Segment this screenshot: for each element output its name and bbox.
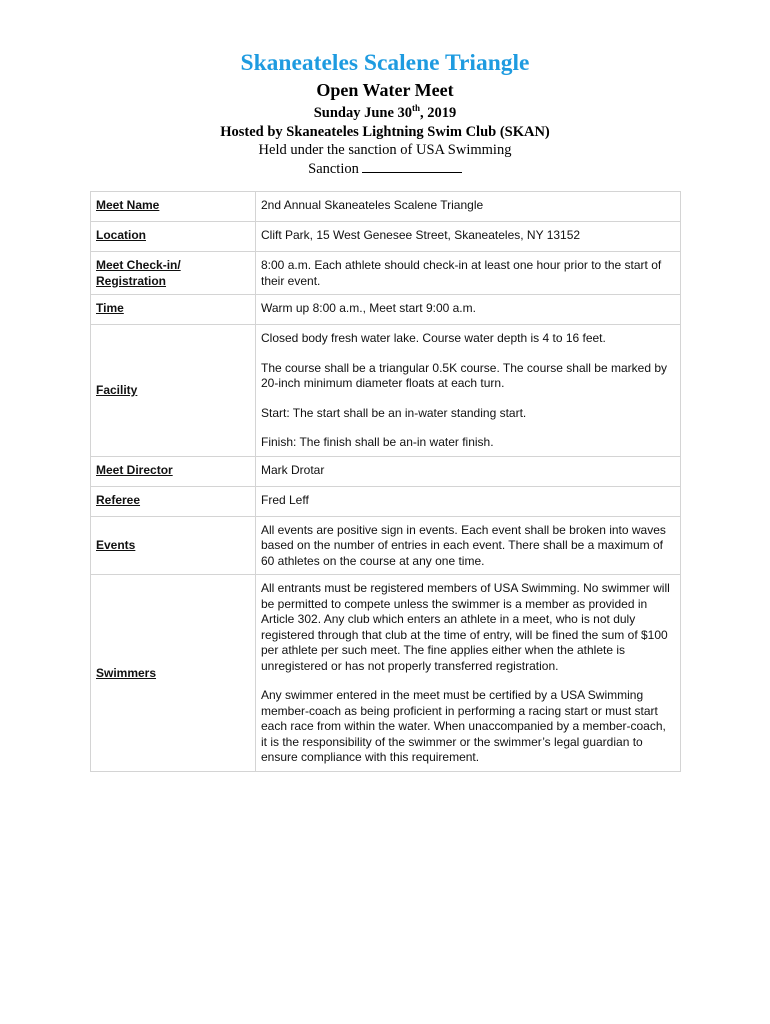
table-row-facility — [91, 325, 681, 457]
table-row-meet-name — [91, 192, 681, 222]
facility-paragraph: The course shall be a triangular 0.5K course. The course shall be marked by 20-inch minimum diameter floats at each turn. — [261, 360, 667, 390]
swimmers-paragraph: Any swimmer entered in the meet must be certified by a USA Swimming member-coach as being proficient in performing a racing start or must start each race from within the water. When unaccompanied by a member-coach, it is the responsibility of the swimmer or the swimmer’s legal guardian to ensure compliance with this requirement. — [261, 688, 666, 764]
events-value: All events are positive sign in events. Each event shall be broken into waves based on the number of entries in each event. There shall be a maximum of 60 athletes on the course at any one time. — [256, 516, 681, 575]
facility-paragraph: Finish: The finish shall be an-in water finish. — [261, 435, 494, 449]
meet-date-suffix: , 2019 — [420, 105, 457, 121]
sanction-label: Sanction — [308, 160, 359, 177]
meet-subtitle: Open Water Meet — [316, 80, 454, 100]
checkin-value: 8:00 a.m. Each athlete should check-in at least one hour prior to the start of their event. — [256, 252, 681, 295]
sanction-number-line — [0, 160, 770, 179]
referee-value: Fred Leff — [256, 486, 681, 516]
meet-name-label: Meet Name — [91, 192, 256, 222]
table-row-time — [91, 295, 681, 325]
checkin-label: Meet Check-in/ Registration — [91, 252, 256, 295]
host-line: Hosted by Skaneateles Lightning Swim Club (SKAN) — [220, 123, 550, 140]
facility-paragraph: Start: The start shall be an in-water standing start. — [261, 405, 527, 420]
table-row-meet-director — [91, 456, 681, 486]
time-value: Warm up 8:00 a.m., Meet start 9:00 a.m. — [256, 295, 681, 325]
meet-director-label: Meet Director — [91, 456, 256, 486]
meet-info-table — [90, 191, 681, 772]
meet-name-value: 2nd Annual Skaneateles Scalene Triangle — [256, 192, 681, 222]
meet-director-value: Mark Drotar — [256, 456, 681, 486]
table-row-referee — [91, 486, 681, 516]
meet-date-sup: th — [412, 103, 421, 114]
swimmers-paragraph: All entrants must be registered members of USA Swimming. No swimmer will be permitted to compete unless the swimmer is a member as provided in Article 302. Any club which enters an athlete in a meet, who is not duly registered through that club at the time of entry, will be fined the sum of $100 per athlete per such meet. The fine applies either when the athlete is unregistered or has not properly transferred registration. — [261, 581, 670, 673]
time-label: Time — [91, 295, 256, 325]
facility-label: Facility — [91, 325, 256, 457]
swimmers-value — [256, 575, 681, 772]
facility-paragraph: Closed body fresh water lake. Course water depth is 4 to 16 feet. — [261, 331, 606, 345]
events-label: Events — [91, 516, 256, 575]
meet-title: Skaneateles Scalene Triangle — [240, 50, 530, 76]
meet-date — [0, 104, 770, 123]
table-row-location — [91, 222, 681, 252]
table-row-swimmers — [91, 575, 681, 772]
sanction-blank — [362, 160, 462, 173]
table-row-checkin — [91, 252, 681, 295]
meet-date-prefix: Sunday June 30 — [313, 105, 413, 121]
facility-value — [256, 325, 681, 457]
table-row-events — [91, 516, 681, 575]
sanction-statement: Held under the sanction of USA Swimming — [258, 142, 512, 158]
swimmers-label: Swimmers — [91, 575, 256, 772]
document-header — [0, 48, 770, 178]
location-value: Clift Park, 15 West Genesee Street, Skaneateles, NY 13152 — [256, 222, 681, 252]
referee-label: Referee — [91, 486, 256, 516]
location-label: Location — [91, 222, 256, 252]
